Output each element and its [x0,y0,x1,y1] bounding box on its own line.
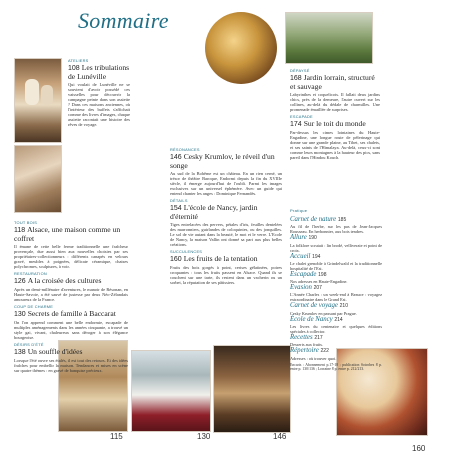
photo-alsace-room [14,145,62,213]
page-number-130: 130 [197,432,211,441]
article-category: DÉSIRS D'ÉTÉ [14,341,44,347]
article-heading: 160 Les fruits de la tentation [170,253,258,263]
pratique-item-body: La folklore scrutait : lin brodé, velliveraie et point de croix. [290,242,382,253]
article-category: DÉPAYSÉ [290,68,310,73]
pratique-item-body: Le chalet grenoble à Grindelwald et la traditionnelle hospitalité de l'Est. [290,260,382,271]
page-number-160: 160 [412,444,426,453]
article [14,304,128,340]
article-category: ESCAPADE [290,113,313,119]
page-number-115: 115 [110,432,123,441]
article-heading: 130 Secrets de famille à Baccarat [14,308,116,318]
article-category: TOUT BOIS [14,220,38,225]
article-heading: 146 Cesky Krumlov, le réveil d'un songe [170,151,275,170]
pratique-item-title: Carnet de nature 185 [290,216,347,223]
pratique-item [290,216,382,234]
page-title: Sommaire [78,8,169,33]
article [68,58,130,127]
credits-note: Encarts : Abonnement p.17-18 ; publication Sotrobes 8 p. entre p. 130/136 ; Lorraine 8 p. entre p. 212/213. [290,362,382,372]
pratique-item-title: Répertoire 222 [290,347,329,355]
pratique-item [290,334,382,347]
article [14,342,128,373]
article [290,114,380,160]
article-category: ATELIERS [68,58,89,63]
pratique-item [290,302,382,315]
pratique-item-body: Desserts aux fruits. [290,342,324,348]
pratique-item-title: Recettes 217 [290,334,323,342]
pratique-item-body: Au fil de l'herbe, sur les pas de Jean-Jacques Rousseau. En herbonnier, aux bois tendres. [290,224,382,235]
pratique-item-body: Cesky Krumlov en passant par Prague. [290,310,357,316]
photo-jardin-lorrain [285,12,373,64]
pratique-item-body: Les livres du centenaire et quelques éditions spéciales à collector. [290,324,382,335]
article-category: COUP DE CHARME [14,303,54,309]
article [170,198,282,247]
article [290,68,380,112]
article-body: Il émane de cette belle ferme traditionnelle une fraîcheur provençale, due aussi bien aux nouvelles choisies par ses propriétaires-collectionneurs : différents canapés en velours gravé, meubles à poignées, délicate céramique, chaises polychromes, sculptures, à voir. [14,243,128,269]
article-body: On l'on apprend comment une belle endormie, escapade de multiples aménagements dans les années cinquante, a trouvé un style gai, vivant, chaleureux sans déroger à son élégance bourgeoise. [14,319,128,340]
column-middle [170,145,282,285]
pratique-item-title: Allure 190 [290,234,317,242]
pratique-item-title: Carnet de voyage 210 [290,302,348,310]
article-heading: 138 Un souffle d'idées [14,346,83,356]
article [14,220,128,269]
article-category: RÉSONANCES [170,147,200,152]
article [170,147,282,196]
pratique-item [290,253,382,271]
photo-czech-facade [213,345,291,433]
article-heading: 174 Sur le toit du monde [290,118,366,128]
article-heading: 168 Jardin lorrain, structuré et sauvage [290,72,375,91]
pratique-item-title: École de Nancy 214 [290,315,343,323]
photo-cesky-krumlov-round [205,12,277,84]
article-heading: 126 A la croisée des cultures [14,275,102,285]
article-heading: 118 Alsace, une maison comme un coffret [14,224,121,243]
pratique-item-body: Nos adresses en Haute-Engadine. [290,279,348,285]
pratique-item [290,347,382,360]
article-body: Tiges entrelacées des pervers, pétales d'iris, feuilles dentelées des marronniers, guirlandes de coloquintes, ou des jonquilles. Le sol de vie autant dans la beauté, le mot et le verre. L'Ecole de Nancy, la maison Vallin ont donné sa part aux plus belles créations. [170,221,282,248]
article-category: SUCCULENCES [170,249,203,255]
article-heading: 154 L'école de Nancy, jardin d'éternité [170,202,258,221]
page-number-146: 146 [273,432,287,441]
pratique-item [290,316,382,334]
photo-lunéville-faience [14,58,62,143]
article-category: DÉTAILS [170,198,188,204]
pratique-item-body: Adresses : où trouver quoi. [290,355,337,361]
article-category: RESTAURATION [14,271,47,277]
article-heading: 108 Les tribulations de Lunéville [68,62,130,81]
pratique-item-title: Evasion 207 [290,284,322,292]
photo-table-settings [131,350,211,432]
pratique-item-title: Escapade 198 [290,270,327,278]
article-body: Lorsque l'été ouvre ses étalés, il est tout des retours. Et des idées fraîches pour embellir la maison. Tendances et mises en scène sur quatre thèmes : en gravé de banquise précieux. [14,357,128,373]
article [170,249,282,285]
article-body: Qui voulait de Lunéville ne se souvient d'avoir possédé ces vaisselles pour découvrir la campagne peinte dans son assiette ? Dans ces maisons anciennes, où l'intérieur des buffets s'affichait comme des livres d'images, chaque assiette racontait une histoire des rêves de voyage. [68,81,130,128]
article-body: Labyrinthes et coquelicots. Il fallait deux jardins chics, près de la demeure, l'autre ouvert sur les collines, au-delà du dédale de charmilles. Une promenade émaillée de surprises. [290,91,380,112]
article [14,271,128,302]
pratique-item [290,284,382,302]
column-right [290,66,380,160]
pratique-label: Pratique [290,208,308,213]
pratique-item [290,271,382,284]
article-body: Fruits des bois gorgés à point, cerises gélatinées, poires croquantes : tous les fruits passent en Alsace. Quand ils se couchent sur une tarte, ils restent dans un vacherin ou un sorbet, la réputation de ses pâtissiers. [170,264,282,285]
article-body: Par-dessus les cimes lointaines du Haute-Engadine, une longue route de pèlerinage qui donne sur une grande plaine, au Tibet, ses chalets, et ses saints de l'Himalaya. Au-delà, ceux-ci sont comme leurs montagnes à la hauteur des pics, sans pareil dans l'Hindou Kouch. [290,129,380,161]
column-left-lower [14,218,128,373]
pratique-item-title: Accueil 194 [290,252,321,260]
article-body: Au sud de la Bohême est un château. En un rien cerné, un trésor de théâtre Baroque, Endormi depuis la fin du XVIIIe siècle, il émerge aujourd'hui de l'oubli. Parmi les images exclusives sur un universel éphémère. Avec un guide qui entend chanter les anges : Dominique Fernandès. [170,170,282,196]
pratique-list [290,216,382,371]
article-body: Après un demi-millénaire d'aventures, le manoir de Résonan, en Haute-Savoie, a été sauvé de justesse par deux Néo-Zélandais amoureux de la France. [14,286,128,302]
column-left [68,56,130,127]
pratique-item-body: L'Année Charles : un week-end à Beauce : voyagez extraordinaire dans le Grand Est. [290,292,382,303]
pratique-item [290,234,382,252]
